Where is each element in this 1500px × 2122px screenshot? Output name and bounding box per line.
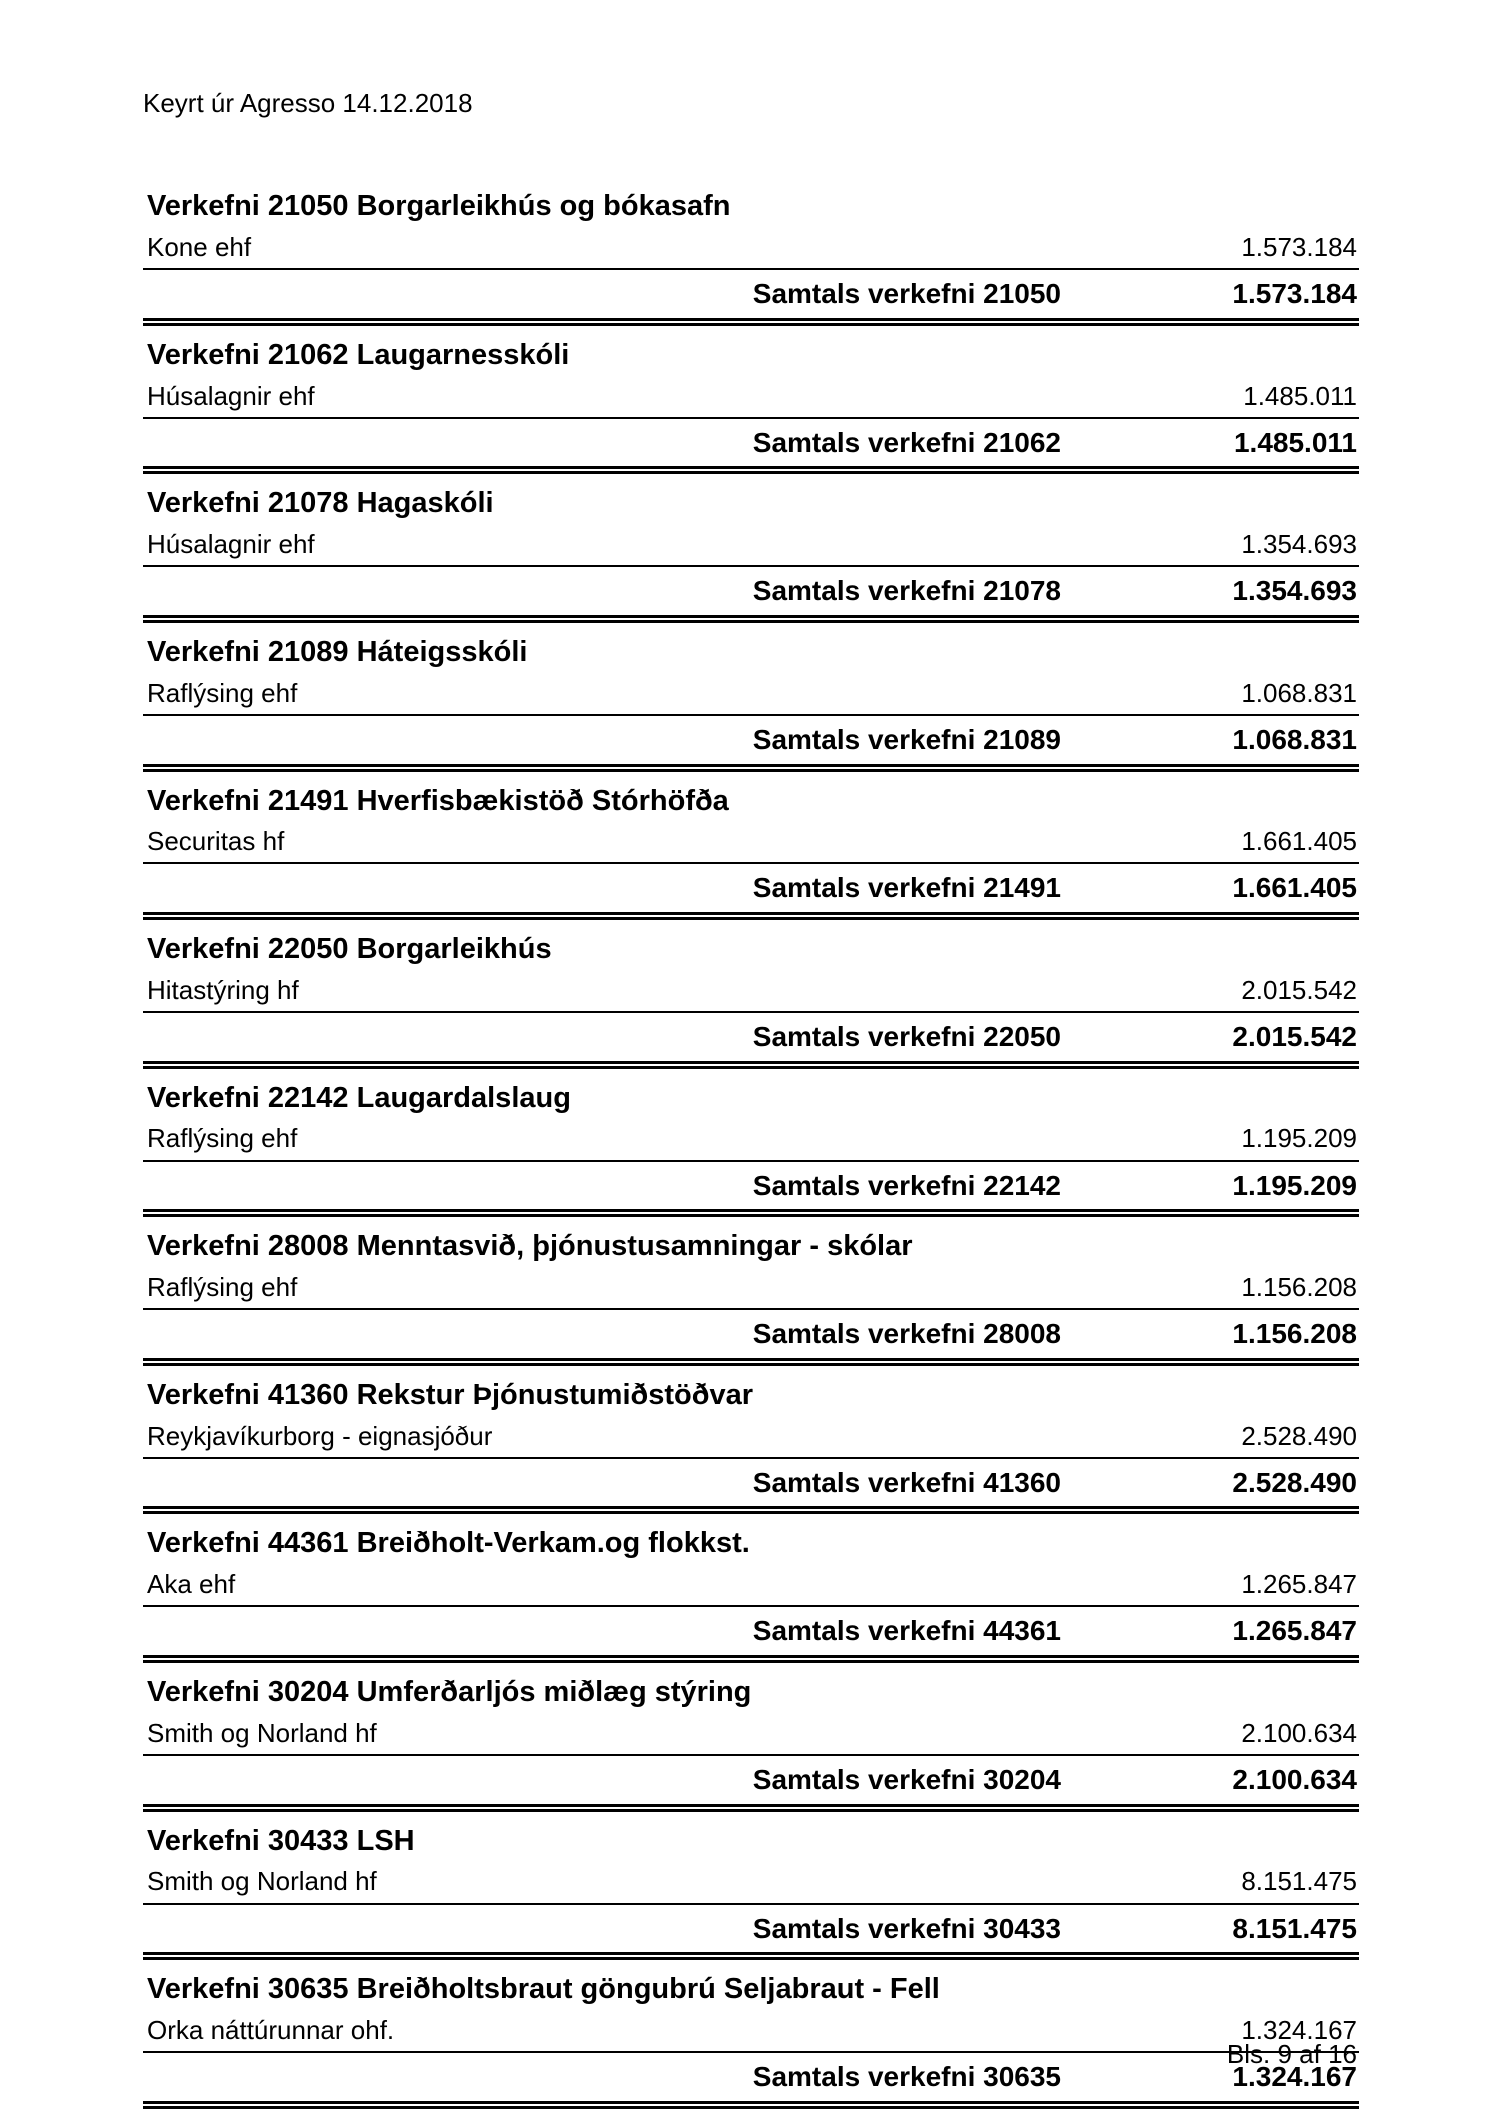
vendor-row xyxy=(143,379,1359,419)
vendor-amount: 1.354.693 xyxy=(1241,529,1357,560)
total-row xyxy=(143,1905,1359,1961)
report-run-header: Keyrt úr Agresso 14.12.2018 xyxy=(143,88,473,118)
vendor-name: Kone ehf xyxy=(147,231,252,262)
total-label: Samtals verkefni 21491 xyxy=(752,872,1061,904)
total-amount: 1.265.847 xyxy=(1232,1615,1357,1647)
total-amount: 1.324.167 xyxy=(1232,2061,1357,2093)
total-label: Samtals verkefni 41360 xyxy=(752,1466,1061,1498)
total-label: Samtals verkefni 21050 xyxy=(752,278,1061,310)
vendor-row xyxy=(143,1864,1359,1904)
vendor-amount: 1.265.847 xyxy=(1241,1569,1357,1600)
total-amount: 1.661.405 xyxy=(1232,872,1357,904)
project-title: Verkefni 22142 Laugardalslaug xyxy=(147,1081,571,1114)
total-label: Samtals verkefni 21078 xyxy=(752,575,1061,607)
project-sections xyxy=(143,177,1359,2109)
vendor-amount: 1.324.167 xyxy=(1241,2014,1357,2045)
project-title: Verkefni 22050 Borgarleikhús xyxy=(147,933,552,966)
vendor-name: Hitastýring hf xyxy=(147,974,299,1005)
project-section xyxy=(143,1366,1359,1515)
page-number: Bls. 9 af 16 xyxy=(1226,2039,1357,2069)
project-section xyxy=(143,623,1359,772)
vendor-row xyxy=(143,1270,1359,1310)
project-title: Verkefni 30204 Umferðarljós miðlæg stýring xyxy=(147,1675,752,1708)
vendor-row xyxy=(143,1419,1359,1459)
total-label: Samtals verkefni 21062 xyxy=(752,426,1061,458)
vendor-amount: 8.151.475 xyxy=(1241,1866,1357,1897)
total-amount: 2.100.634 xyxy=(1232,1763,1357,1795)
vendor-name: Smith og Norland hf xyxy=(147,1866,377,1897)
total-label: Samtals verkefni 28008 xyxy=(752,1318,1061,1350)
total-row xyxy=(143,864,1359,920)
vendor-name: Smith og Norland hf xyxy=(147,1717,377,1748)
vendor-row xyxy=(143,527,1359,567)
project-section xyxy=(143,1812,1359,1961)
vendor-name: Raflýsing ehf xyxy=(147,677,298,708)
vendor-amount: 2.015.542 xyxy=(1241,974,1357,1005)
project-section xyxy=(143,1663,1359,1812)
vendor-amount: 1.573.184 xyxy=(1241,231,1357,262)
total-amount: 2.528.490 xyxy=(1232,1466,1357,1498)
project-section xyxy=(143,474,1359,623)
total-row xyxy=(143,1310,1359,1366)
vendor-amount: 1.661.405 xyxy=(1241,826,1357,857)
vendor-amount: 1.068.831 xyxy=(1241,677,1357,708)
total-label: Samtals verkefni 22050 xyxy=(752,1021,1061,1053)
total-label: Samtals verkefni 30433 xyxy=(752,1912,1061,1944)
vendor-row xyxy=(143,824,1359,864)
project-section xyxy=(143,1069,1359,1218)
project-section xyxy=(143,177,1359,326)
total-amount: 1.156.208 xyxy=(1232,1318,1357,1350)
vendor-amount: 1.156.208 xyxy=(1241,1272,1357,1303)
vendor-row xyxy=(143,973,1359,1013)
total-row xyxy=(143,1459,1359,1515)
total-row xyxy=(143,1607,1359,1663)
vendor-name: Raflýsing ehf xyxy=(147,1123,298,1154)
total-row xyxy=(143,1162,1359,1218)
vendor-name: Securitas hf xyxy=(147,826,285,857)
vendor-amount: 2.100.634 xyxy=(1241,1717,1357,1748)
total-label: Samtals verkefni 22142 xyxy=(752,1169,1061,1201)
vendor-amount: 1.195.209 xyxy=(1241,1123,1357,1154)
total-row xyxy=(143,1756,1359,1812)
vendor-name: Orka náttúrunnar ohf. xyxy=(147,2014,395,2045)
vendor-amount: 1.485.011 xyxy=(1243,380,1357,411)
total-label: Samtals verkefni 21089 xyxy=(752,723,1061,755)
total-amount: 1.354.693 xyxy=(1232,575,1357,607)
project-title: Verkefni 21050 Borgarleikhús og bókasafn xyxy=(147,190,731,223)
total-amount: 1.068.831 xyxy=(1232,723,1357,755)
vendor-row xyxy=(143,230,1359,270)
project-title: Verkefni 28008 Menntasvið, þjónustusamningar - skólar xyxy=(147,1230,913,1263)
vendor-row xyxy=(143,676,1359,716)
project-section xyxy=(143,326,1359,475)
vendor-name: Reykjavíkurborg - eignasjóður xyxy=(147,1420,493,1451)
total-row xyxy=(143,567,1359,623)
project-title: Verkefni 21089 Háteigsskóli xyxy=(147,635,528,668)
total-row xyxy=(143,716,1359,772)
total-amount: 1.195.209 xyxy=(1232,1169,1357,1201)
project-section xyxy=(143,1217,1359,1366)
vendor-name: Húsalagnir ehf xyxy=(147,380,315,411)
total-amount: 1.573.184 xyxy=(1232,278,1357,310)
vendor-row xyxy=(143,2013,1359,2053)
vendor-name: Aka ehf xyxy=(147,1569,236,1600)
vendor-row xyxy=(143,1567,1359,1607)
total-row xyxy=(143,419,1359,475)
report-content xyxy=(143,0,1359,2109)
project-section xyxy=(143,1960,1359,2109)
project-title: Verkefni 21078 Hagaskóli xyxy=(147,487,494,520)
vendor-name: Húsalagnir ehf xyxy=(147,529,315,560)
project-section xyxy=(143,772,1359,921)
total-row xyxy=(143,270,1359,326)
project-title: Verkefni 30635 Breiðholtsbraut göngubrú Seljabraut - Fell xyxy=(147,1973,940,2006)
total-label: Samtals verkefni 30204 xyxy=(752,1763,1061,1795)
total-row xyxy=(143,2053,1359,2109)
total-label: Samtals verkefni 44361 xyxy=(752,1615,1061,1647)
project-title: Verkefni 21062 Laugarnesskóli xyxy=(147,338,570,371)
project-title: Verkefni 44361 Breiðholt-Verkam.og flokkst. xyxy=(147,1527,750,1560)
total-amount: 2.015.542 xyxy=(1232,1021,1357,1053)
total-row xyxy=(143,1013,1359,1069)
project-title: Verkefni 41360 Rekstur Þjónustumiðstöðvar xyxy=(147,1378,753,1411)
total-label: Samtals verkefni 30635 xyxy=(752,2061,1061,2093)
vendor-row xyxy=(143,1716,1359,1756)
total-amount: 8.151.475 xyxy=(1232,1912,1357,1944)
vendor-row xyxy=(143,1121,1359,1161)
vendor-amount: 2.528.490 xyxy=(1241,1420,1357,1451)
project-section xyxy=(143,920,1359,1069)
project-title: Verkefni 21491 Hverfisbækistöð Stórhöfða xyxy=(147,784,729,817)
total-amount: 1.485.011 xyxy=(1233,426,1357,458)
project-title: Verkefni 30433 LSH xyxy=(147,1824,415,1857)
project-section xyxy=(143,1514,1359,1663)
vendor-name: Raflýsing ehf xyxy=(147,1272,298,1303)
